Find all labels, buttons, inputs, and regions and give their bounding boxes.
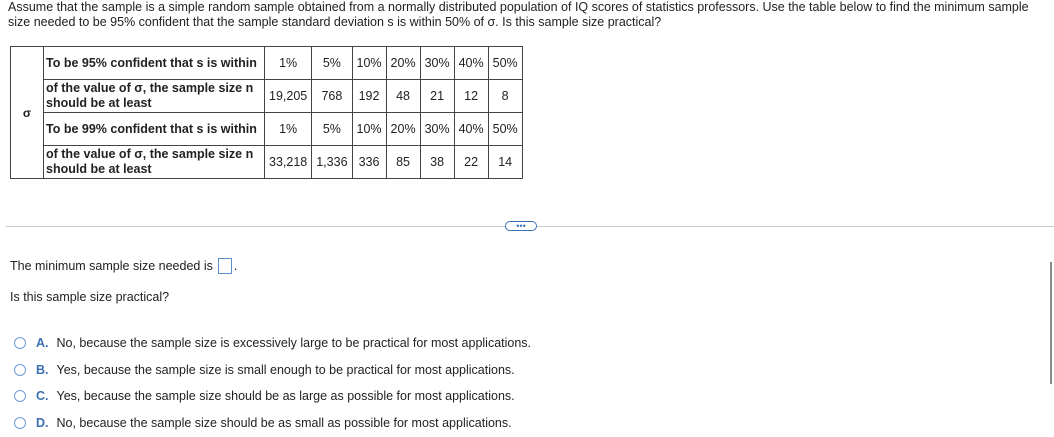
table-cell: 20% — [386, 113, 420, 146]
radio-button[interactable] — [14, 337, 26, 349]
table-cell: 19,205 — [265, 80, 312, 113]
table-cell: 8 — [488, 80, 522, 113]
option-c[interactable] — [14, 383, 531, 410]
row-description: To be 99% confident that s is within — [44, 113, 265, 146]
scrollbar[interactable] — [1050, 262, 1052, 384]
table-cell: 21 — [420, 80, 454, 113]
option-text: Yes, because the sample size is small enough to be practical for most applications. — [56, 362, 515, 377]
table-row — [11, 113, 523, 146]
table-cell: 14 — [488, 146, 522, 179]
table-cell: 30% — [420, 47, 454, 80]
table-cell: 22 — [454, 146, 488, 179]
table-cell: 33,218 — [265, 146, 312, 179]
radio-button[interactable] — [14, 417, 26, 429]
table-cell: 5% — [312, 47, 352, 80]
option-text: No, because the sample size should be as small as possible for most applications. — [56, 415, 512, 430]
option-text: Yes, because the sample size should be as large as possible for most applications. — [56, 389, 515, 404]
table-cell: 5% — [312, 113, 352, 146]
table-cell: 1,336 — [312, 146, 352, 179]
option-d[interactable] — [14, 410, 531, 437]
table-cell: 336 — [352, 146, 386, 179]
answer-line — [10, 258, 237, 274]
option-letter: B. — [36, 362, 49, 377]
table-cell: 38 — [420, 146, 454, 179]
answer-input[interactable] — [218, 258, 232, 274]
table-row — [11, 146, 523, 179]
table-cell: 48 — [386, 80, 420, 113]
option-letter: D. — [36, 415, 49, 430]
table-row — [11, 47, 523, 80]
more-options-button[interactable]: ••• — [505, 221, 537, 231]
table-cell: 50% — [488, 113, 522, 146]
sample-size-table — [10, 46, 523, 179]
option-letter: C. — [36, 389, 49, 404]
option-b[interactable] — [14, 357, 531, 384]
table-cell: 40% — [454, 113, 488, 146]
table-cell: 192 — [352, 80, 386, 113]
radio-button[interactable] — [14, 390, 26, 402]
table-cell: 20% — [386, 47, 420, 80]
sigma-label: σ — [11, 47, 44, 179]
table-cell: 768 — [312, 80, 352, 113]
row-description: of the value of σ, the sample size n should be at least — [44, 146, 265, 179]
table-row — [11, 80, 523, 113]
option-letter: A. — [36, 336, 49, 351]
row-description: of the value of σ, the sample size n should be at least — [44, 80, 265, 113]
practical-question: Is this sample size practical? — [10, 290, 170, 304]
table-cell: 30% — [420, 113, 454, 146]
option-a[interactable] — [14, 330, 531, 357]
table-cell: 85 — [386, 146, 420, 179]
answer-options — [14, 330, 531, 436]
question-text: Assume that the sample is a simple random sample obtained from a normally distributed population of IQ scores of statistics professors. Use the table below to find the minimum sample size needed to be 95% confident that the sample standard deviation s is within 50% of σ. Is this sample size practical? — [8, 0, 1029, 29]
table-cell: 10% — [352, 113, 386, 146]
answer-label: The minimum sample size needed is — [10, 259, 213, 273]
table-cell: 12 — [454, 80, 488, 113]
table-cell: 10% — [352, 47, 386, 80]
table-cell: 1% — [265, 47, 312, 80]
table-cell: 1% — [265, 113, 312, 146]
table-cell: 40% — [454, 47, 488, 80]
option-text: No, because the sample size is excessively large to be practical for most applications. — [56, 336, 532, 351]
table-cell: 50% — [488, 47, 522, 80]
row-description: To be 95% confident that s is within — [44, 47, 265, 80]
answer-suffix: . — [233, 259, 238, 273]
radio-button[interactable] — [14, 364, 26, 376]
